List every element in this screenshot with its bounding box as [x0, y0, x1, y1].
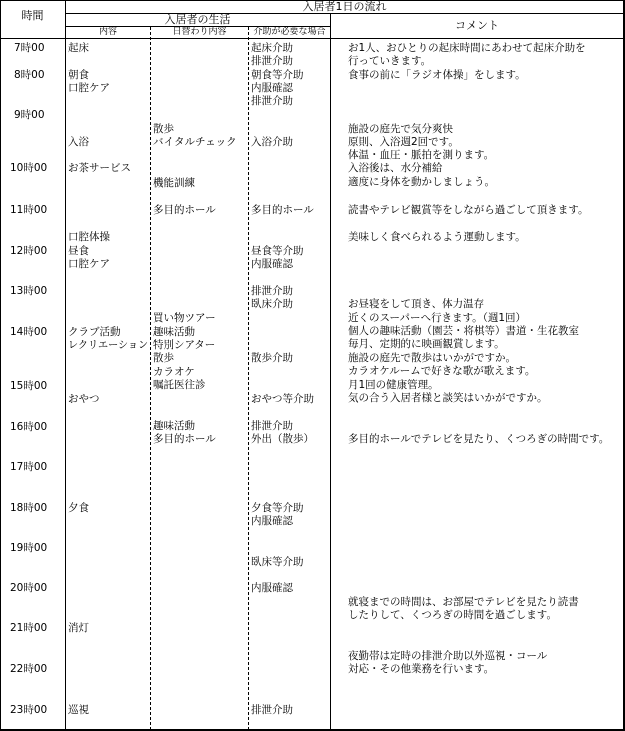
- care-item: 排泄介助: [251, 55, 293, 67]
- comment-line: 夜勤帯は定時の排泄介助以外巡視・コール: [348, 650, 548, 662]
- care-item: 起床介助: [251, 42, 293, 54]
- care-item: 多目的ホール: [251, 204, 314, 216]
- border-bottom: [0, 729, 625, 731]
- time-label: 21時00: [10, 622, 48, 634]
- daily-item: 多目的ホール: [153, 204, 216, 216]
- comment-line: 毎月、定期的に映画観賞します。: [348, 338, 505, 350]
- comment-line: 個人の趣味活動（園芸・将棋等）書道・生花教室: [348, 325, 579, 337]
- care-item: 排泄介助: [251, 285, 293, 297]
- time-label: 8時00: [14, 69, 45, 81]
- content-item: 口腔体操: [68, 231, 110, 243]
- daily-item: 嘱託医往診: [153, 379, 206, 391]
- care-item: 夕食等介助: [251, 502, 304, 514]
- care-item: 臥床等介助: [251, 556, 304, 568]
- comment-line: カラオケルームで好きな歌が歌えます。: [348, 365, 536, 377]
- care-item: 内服確認: [251, 82, 293, 94]
- care-item: 排泄介助: [251, 95, 293, 107]
- comment-line: 食事の前に「ラジオ体操」をします。: [348, 69, 526, 81]
- daily-item: 趣味活動: [153, 420, 195, 432]
- header-content: 内容: [98, 27, 117, 37]
- daily-item: 多目的ホール: [153, 433, 216, 445]
- time-label: 18時00: [10, 502, 48, 514]
- comment-line: 対応・その他業務を行います。: [348, 663, 495, 675]
- time-label: 7時00: [14, 42, 45, 54]
- time-label: 11時00: [10, 204, 48, 216]
- content-item: 消灯: [68, 622, 89, 634]
- care-item: 外出（散歩）: [251, 433, 314, 445]
- comment-line: 読書やテレビ観賞等をしながら過ごして頂きます。: [348, 204, 589, 216]
- header-life: 入居者の生活: [164, 13, 231, 26]
- comment-line: 体温・血圧・脈拍を測ります。: [348, 149, 495, 161]
- daily-item: 機能訓練: [153, 177, 195, 189]
- comment-line: 施設の庭先で気分爽快: [348, 123, 453, 135]
- header-care: 介助が必要な場合: [253, 27, 326, 37]
- time-label: 22時00: [10, 663, 48, 675]
- content-item: 口腔ケア: [68, 258, 110, 270]
- time-label: 20時00: [10, 582, 48, 594]
- header-bottom-line: [0, 38, 625, 39]
- time-label: 17時00: [10, 461, 48, 473]
- dashed-divider-content-daily: [150, 27, 151, 730]
- comment-line: 多目的ホールでテレビを見たり、くつろぎの時間です。: [348, 433, 610, 445]
- comment-line: 行っていきます。: [348, 55, 432, 67]
- comment-line: 月1回の健康管理。: [348, 379, 439, 391]
- time-label: 13時00: [10, 285, 48, 297]
- comment-line: 適度に身体を動かしましょう。: [348, 176, 495, 188]
- time-label: 16時00: [10, 421, 48, 433]
- comment-line: お昼寝をして頂き、体力温存: [348, 298, 485, 310]
- daily-item: 散歩: [153, 352, 174, 364]
- time-label: 12時00: [10, 245, 48, 257]
- time-label: 15時00: [10, 380, 48, 392]
- content-item: おやつ: [68, 393, 100, 405]
- comment-line: 美味しく食べられるよう運動します。: [348, 231, 526, 243]
- care-item: 散歩介助: [251, 352, 293, 364]
- header-flow-title: 入居者1日の流れ: [302, 0, 387, 13]
- dashed-divider-daily-care: [248, 27, 249, 730]
- border-right: [623, 0, 625, 731]
- time-label: 23時00: [10, 704, 48, 716]
- time-label: 10時00: [10, 162, 48, 174]
- comment-line: 入浴後は、水分補給: [348, 162, 443, 174]
- border-left: [0, 0, 1, 731]
- comment-line: 原則、入浴週2回です。: [348, 136, 459, 148]
- care-item: 朝食等介助: [251, 69, 304, 81]
- comment-column-divider: [330, 13, 331, 731]
- time-column-divider: [65, 0, 66, 731]
- content-item: 口腔ケア: [68, 82, 110, 94]
- content-item: 朝食: [68, 69, 89, 81]
- care-item: 排泄介助: [251, 704, 293, 716]
- content-item: レクリエーション: [68, 339, 149, 351]
- care-item: 排泄介助: [251, 420, 293, 432]
- comment-line: 就寝までの時間は、お部屋でテレビを見たり読書: [348, 596, 579, 608]
- daily-item: 趣味活動: [153, 326, 195, 338]
- time-label: 19時00: [10, 542, 48, 554]
- care-item: おやつ等介助: [251, 393, 314, 405]
- header-time: 時間: [21, 9, 44, 22]
- content-item: 起床: [68, 42, 89, 54]
- daily-item: 買い物ツアー: [153, 312, 216, 324]
- comment-line: 近くのスーパーへ行きます。（週1回）: [348, 312, 527, 324]
- care-item: 入浴介助: [251, 136, 293, 148]
- daily-item: 散歩: [153, 123, 174, 135]
- content-item: クラブ活動: [68, 326, 121, 338]
- comment-line: したりして、くつろぎの時間を過ごします。: [348, 609, 557, 621]
- content-item: 夕食: [68, 502, 89, 514]
- time-label: 14時00: [10, 326, 48, 338]
- header-daily: 日替わり内容: [172, 27, 227, 37]
- daily-item: カラオケ: [153, 366, 195, 378]
- care-item: 内服確認: [251, 582, 293, 594]
- content-item: 昼食: [68, 245, 89, 257]
- daily-item: 特別シアター: [153, 339, 216, 351]
- care-item: 昼食等介助: [251, 245, 304, 257]
- header-comment: コメント: [455, 19, 499, 32]
- comment-line: 施設の庭先で散歩はいかがですか。: [348, 352, 516, 364]
- content-item: 入浴: [68, 136, 89, 148]
- content-item: 巡視: [68, 704, 89, 716]
- time-label: 9時00: [14, 109, 45, 121]
- comment-line: お1人、おひとりの起床時間にあわせて起床介助を: [348, 42, 586, 54]
- content-item: お茶サービス: [68, 162, 131, 174]
- care-item: 内服確認: [251, 258, 293, 270]
- comment-line: 気の合う入居者様と談笑はいかがですか。: [348, 392, 548, 404]
- daily-item: バイタルチェック: [153, 136, 237, 148]
- care-item: 内服確認: [251, 515, 293, 527]
- care-item: 臥床介助: [251, 298, 293, 310]
